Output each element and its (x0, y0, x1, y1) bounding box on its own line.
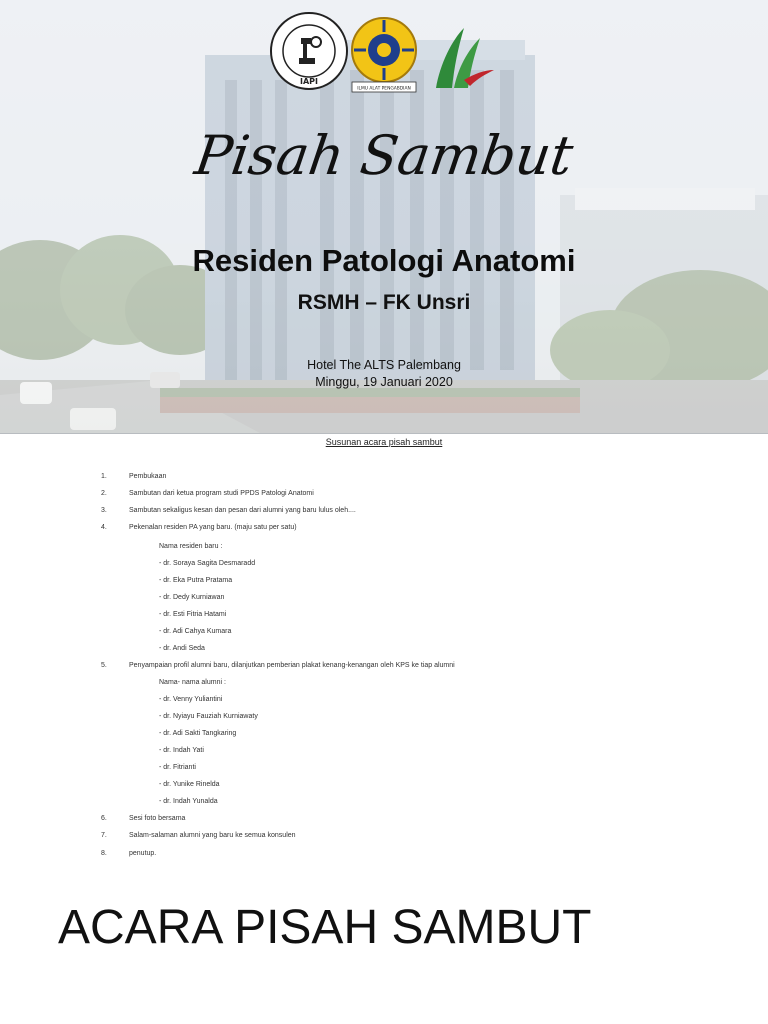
agenda-sub-item: - dr. Nyiayu Fauziah Kurniawaty (159, 713, 258, 720)
script-title: Pisah Sambut (191, 124, 577, 187)
event-banner (0, 0, 768, 434)
agenda-sub-item: - dr. Yunike Rinelda (159, 781, 220, 788)
agenda-sub-item: - dr. Venny Yuliantini (159, 696, 223, 703)
agenda-sub-item: - dr. Soraya Sagita Desmaradd (159, 560, 256, 567)
agenda-sub-item: - dr. Esti Fitria Hatami (159, 611, 227, 618)
agenda-item: Sesi foto bersama (129, 815, 186, 822)
agenda-number: 1. (101, 473, 107, 480)
agenda-sub-heading: Nama residen baru : (159, 543, 223, 550)
agenda-sub-item: - dr. Adi Sakti Tangkaring (159, 730, 237, 737)
agenda-item: penutup. (129, 850, 157, 857)
agenda-sub-heading: Nama- nama alumni : (159, 679, 226, 686)
agenda-sub-item: - dr. Adi Cahya Kumara (159, 628, 232, 635)
agenda-sub-item: - dr. Fitrianti (159, 764, 196, 771)
agenda-number: 8. (101, 850, 107, 857)
agenda-number: 3. (101, 507, 107, 514)
rsmh-logo-icon (430, 24, 496, 94)
svg-text:IAPI: IAPI (299, 77, 319, 86)
footer-title: ACARA PISAH SAMBUT (58, 901, 592, 954)
agenda-item: Pekenalan residen PA yang baru. (maju satu per satu) (129, 524, 297, 531)
agenda-sub-item: - dr. Andi Seda (159, 645, 205, 652)
agenda-sub-item: - dr. Indah Yati (159, 747, 204, 754)
iapi-seal-icon (268, 10, 350, 92)
svg-text:ILMU ALAT PENGABDIAN: ILMU ALAT PENGABDIAN (357, 86, 411, 92)
sub-title: RSMH – FK Unsri (297, 291, 471, 314)
agenda-number: 2. (101, 490, 107, 497)
agenda-number: 5. (101, 662, 107, 669)
agenda-sub-item: - dr. Dedy Kurniawan (159, 594, 225, 601)
agenda-item: Sambutan sekaligus kesan dan pesan dari alumni yang baru lulus oleh.... (129, 507, 356, 514)
agenda-item: Penyampaian profil alumni baru, dilanjutkan pemberian plakat kenang-kenangan oleh KPS ke tiap alumni (129, 662, 455, 669)
agenda-item: Salam-salaman alumni yang baru ke semua konsulen (129, 832, 296, 839)
agenda-number: 7. (101, 832, 107, 839)
agenda-item: Pembukaan (129, 473, 167, 480)
event-venue (0, 357, 768, 391)
program-title: Susunan acara pisah sambut (325, 437, 443, 447)
event-date: Minggu, 19 Januari 2020 (315, 375, 453, 389)
unsri-seal-icon (344, 12, 424, 96)
agenda-number: 6. (101, 815, 107, 822)
main-title: Residen Patologi Anatomi (192, 243, 576, 278)
agenda-sub-item: - dr. Indah Yunalda (159, 798, 218, 805)
agenda-sub-item: - dr. Eka Putra Pratama (159, 577, 233, 584)
agenda-item: Sambutan dari ketua program studi PPDS Patologi Anatomi (129, 490, 314, 497)
venue-name: Hotel The ALTS Palembang (307, 358, 461, 372)
agenda-number: 4. (101, 524, 107, 531)
